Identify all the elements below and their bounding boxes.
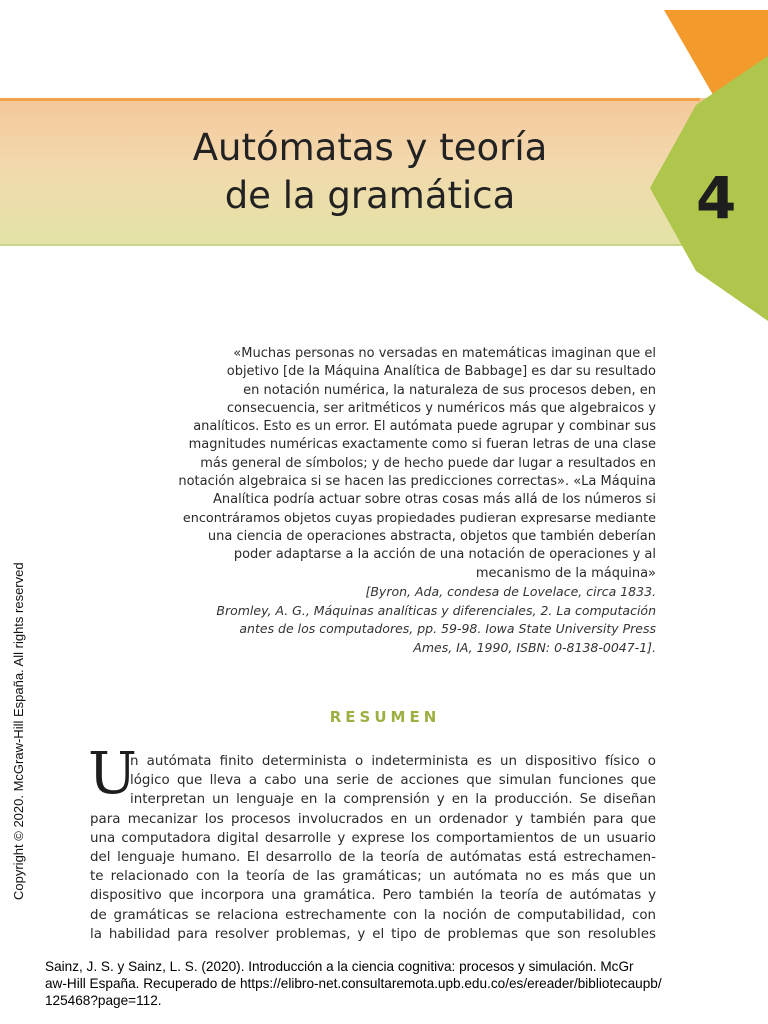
epigraph-line: poder adaptarse a la acción de una notación de operaciones y al <box>233 547 656 563</box>
epigraph-line: mecanismo de la máquina» <box>475 565 656 581</box>
summary-line: para mecanizar los procesos involucrados en un ordenador y también para que <box>90 811 656 827</box>
citation-line: Bromley, A. G., Máquinas analíticas y diferenciales, 2. La computación <box>216 602 656 618</box>
summary-line: n autómata finito determinista o indeterminista es un dispositivo físico o <box>130 754 656 769</box>
footer-line: Sainz, J. S. y Sainz, L. S. (2020). Introducción a la ciencia cognitiva: procesos y simulación. McGr <box>45 959 634 974</box>
summary-line: dispositivo que incorpora una gramática. Pero también la teoría de autómatas y <box>90 888 656 904</box>
epigraph-line: analíticos. Esto es un error. El autómata puede agrupar y combinar sus <box>193 419 656 435</box>
epigraph-line: en notación numérica, la naturaleza de sus procesos deben, en <box>243 382 656 398</box>
citation-line: antes de los computadores, pp. 59-98. Iowa State University Press <box>239 621 656 637</box>
summary-line: lógico que lleva a cabo una serie de acciones que simulan funciones que <box>130 773 656 789</box>
summary-line: te relacionado con la teoría de las gramáticas; un autómata no es más que un <box>90 869 656 885</box>
citation-line: [Byron, Ada, condesa de Lovelace, circa 1833. <box>365 584 656 599</box>
epigraph-line: Analítica podría actuar sobre otras cosas más allá de los números si <box>213 492 656 508</box>
drop-cap: U <box>88 739 137 807</box>
copyright-notice: Copyright © 2020. McGraw-Hill España. All rights reserved <box>11 562 26 900</box>
epigraph-line: más general de símbolos; y de hecho puede dar lugar a resultados en <box>200 455 656 471</box>
epigraph-line: una ciencia de operaciones abstracta, objetos que también deberían <box>207 528 656 544</box>
epigraph-line: consecuencia, ser aritméticos y numéricos más que algebraicos y <box>226 400 656 416</box>
summary-line: una computadora digital desarrolle y exprese los comportamientos de un usuario <box>90 830 656 846</box>
summary-paragraph <box>90 752 656 944</box>
footer-line: 125468?page=112. <box>45 993 162 1008</box>
banner-top-rule <box>0 98 700 101</box>
epigraph-line: magnitudes numéricas exactamente como si fueran letras de una clase <box>188 437 656 453</box>
epigraph-line: encontráramos objetos cuyas propiedades pudieran expresarse mediante <box>182 510 656 526</box>
epigraph-line: objetivo [de la Máquina Analítica de Babbage] es dar su resultado <box>226 364 656 380</box>
summary-line: de gramáticas se relaciona estrechamente con la noción de computabilidad, con <box>90 907 656 923</box>
summary-line: interpretan un lenguaje en la comprensión y en la producción. Se diseñan <box>130 792 656 808</box>
epigraph-citation <box>176 583 656 657</box>
chapter-title-line: Autómatas y teoría <box>192 126 548 169</box>
chapter-title <box>150 124 590 220</box>
chapter-number: 4 <box>696 164 737 232</box>
source-footer <box>45 958 757 1009</box>
epigraph-line: notación algebraica si se hacen las predicciones correctas». «La Máquina <box>178 474 656 490</box>
epigraph-line: «Muchas personas no versadas en matemáticas imaginan que el <box>233 346 656 361</box>
summary-line: la habilidad para resolver problemas, y el tipo de problemas que son resolubles <box>90 926 656 942</box>
summary-heading: RESUMEN <box>329 708 441 726</box>
epigraph-quote <box>176 345 656 583</box>
footer-line: aw-Hill España. Recuperado de https://elibro-net.consultaremota.upb.edu.co/es/ereader/bibliotecaupb/ <box>45 976 662 991</box>
banner-bottom-rule <box>0 244 700 246</box>
citation-line: Ames, IA, 1990, ISBN: 0-8138-0047-1]. <box>413 639 656 655</box>
summary-line: del lenguaje humano. El desarrollo de la teoría de autómatas está estrechamen- <box>90 850 656 866</box>
chapter-title-line: de la gramática <box>224 174 516 217</box>
